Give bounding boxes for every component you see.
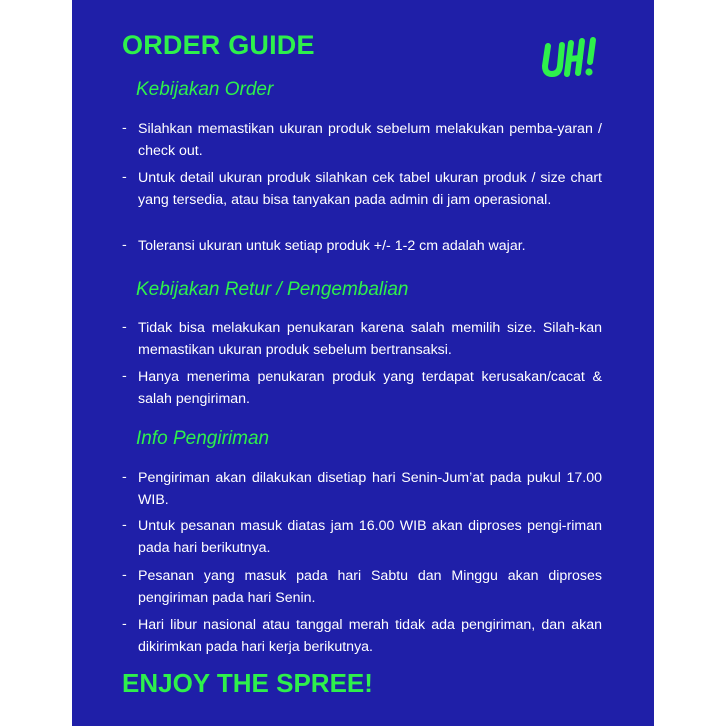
bullet-dash: - — [122, 368, 127, 384]
bullet-dash: - — [122, 616, 127, 632]
list-item — [122, 118, 602, 162]
page-title: ORDER GUIDE — [122, 30, 315, 60]
list-item — [122, 317, 602, 361]
brand-logo — [540, 34, 602, 84]
bullet-dash: - — [122, 237, 127, 253]
list-item — [122, 235, 602, 257]
list-item-text: Tidak bisa melakukan penukaran karena salah memilih size. Silah-kan memastikan ukuran produk sebelum bertransaksi. — [138, 320, 602, 358]
order-guide-poster — [72, 0, 654, 726]
list-item-text: Toleransi ukuran untuk setiap produk +/- 1-2 cm adalah wajar. — [138, 238, 526, 254]
list-item — [122, 565, 602, 609]
list-item-text: Silahkan memastikan ukuran produk sebelum melakukan pemba-yaran / check out. — [138, 121, 602, 159]
list-item — [122, 614, 602, 658]
list-item-text: Hanya menerima penukaran produk yang terdapat kerusakan/cacat & salah pengiriman. — [138, 369, 602, 407]
list-item — [122, 515, 602, 559]
footer-tagline: ENJOY THE SPREE! — [122, 668, 373, 698]
list-item-text: Untuk pesanan masuk diatas jam 16.00 WIB akan diproses pengi-riman pada hari berikutnya. — [138, 518, 602, 556]
list-item-text: Hari libur nasional atau tanggal merah tidak ada pengiriman, dan akan dikirimkan pada hari kerja berikutnya. — [138, 617, 602, 655]
uh-logo-icon — [540, 34, 602, 84]
bullet-dash: - — [122, 567, 127, 583]
section-heading-kebijakan-order: Kebijakan Order — [136, 79, 274, 100]
list-item-text: Untuk detail ukuran produk silahkan cek tabel ukuran produk / size chart yang tersedia, atau bisa tanyakan pada admin di jam operasional. — [138, 170, 602, 208]
list-item — [122, 467, 602, 511]
list-item-text: Pesanan yang masuk pada hari Sabtu dan Minggu akan diproses pengiriman pada hari Senin. — [138, 568, 602, 606]
section-heading-kebijakan-retur: Kebijakan Retur / Pengembalian — [136, 279, 409, 300]
bullet-dash: - — [122, 169, 127, 185]
list-item — [122, 366, 602, 410]
bullet-dash: - — [122, 517, 127, 533]
section-heading-info-pengiriman: Info Pengiriman — [136, 428, 270, 449]
list-item — [122, 167, 602, 211]
bullet-dash: - — [122, 319, 127, 335]
bullet-dash: - — [122, 120, 127, 136]
bullet-dash: - — [122, 469, 127, 485]
list-item-text: Pengiriman akan dilakukan disetiap hari Senin-Jum’at pada pukul 17.00 WIB. — [138, 470, 602, 508]
